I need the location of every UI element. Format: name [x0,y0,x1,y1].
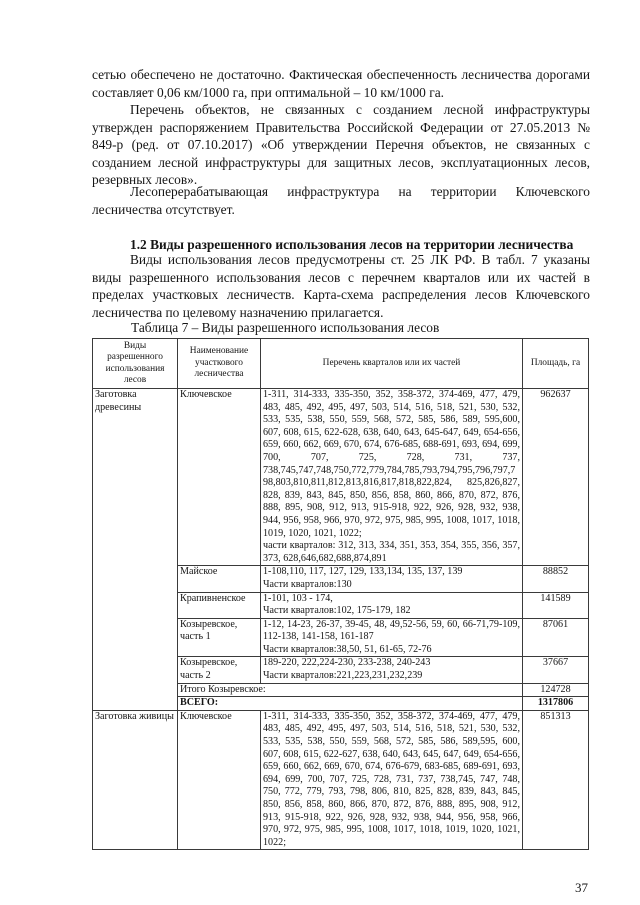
total-label: ВСЕГО: [178,697,523,711]
cell-forestry: Ключевское [178,389,261,566]
table-row [93,389,589,566]
cell-quarters [261,566,523,592]
header-area: Площадь, га [523,339,589,389]
page-number: 37 [575,880,588,895]
quarters-list: 1-101, 103 - 174, [263,592,333,604]
forest-use-table [92,338,589,850]
paragraph-processing-infrastructure: Лесоперерабатывающая инфраструктура на территории Ключевского лесничества отсутствует. [92,184,590,217]
paragraph-objects-list: Перечень объектов, не связанных с созданием лесной инфраструктуры утвержден распоряжением Правительства Российской Федерации от 27.05.2013 № 849-р (ред. от 07.10.2017) «Об утверждении Перечня объектов, не связанных с созданием лесной инфраструктуры для защитных лесов, эксплуатационных лесов, резервных лесов». [92,102,590,188]
cell-area: 87061 [523,618,589,657]
cell-forestry: Крапивненское [178,592,261,618]
quarters-parts: части кварталов: 312, 313, 334, 351, 353, 354, 355, 356, 357, 373, 628,646,682,688,874,891 [263,540,520,564]
header-forestry: Наименование участкового лесничества [178,339,261,389]
cell-quarters [261,618,523,657]
cell-area: 88852 [523,566,589,592]
quarters-parts: Части кварталов:102, 175-179, 182 [263,605,411,617]
cell-area: 141589 [523,592,589,618]
cell-use-type: Заготовка древесины [93,389,178,711]
cell-quarters [261,389,523,566]
subtotal-area: 124728 [523,683,589,697]
table-caption: Таблица 7 – Виды разрешенного использования лесов [131,320,440,335]
header-use-type: Виды разрешенного использования лесов [93,339,178,389]
header-quarters: Перечень кварталов или их частей [261,339,523,389]
section-heading: 1.2 Виды разрешенного использования лесов на территории лесничества [130,237,574,252]
quarters-list: 1-311, 314-333, 335-350, 352, 358-372, 374-469, 477, 479, 483, 485, 492, 495, 497, 503, 514, 516, 518, 521, 530, 532, 533, 535, 538, 550, 559, 568, 572, 585, 586, 589, 595,600, 607, 608, 615, 622-628, 638, 640, 643, 645-647, 649, 654-656, 659, 660, 662, 669, 670, 674, 676-685, 688-691, 693, 694, 699, 700, 707, 725, 728, 731, 737, 738,745,747,748,750,772,779,784,785,793,794,795,796,797,798,803,810,811,812,813,816,817,818,822,824, 825,826,827, 828, 839, 843, 845, 850, 856, 858, 860, 866, 870, 872, 876, 888, 895, 908, 912, 913, 915-918, 922, 926, 928, 932, 938, 944, 956, 958, 966, 970, 972, 975, 985, 995, 1008, 1017, 1018, 1019, 1020, 1021, 1022; [263,389,520,539]
cell-quarters: 1-311, 314-333, 335-350, 352, 358-372, 374-469, 477, 479, 483, 485, 492, 495, 497, 503, 514, 516, 518, 521, 530, 532, 533, 535, 538, 550, 559, 568, 572, 585, 586, 589,595, 600, 607, 608, 615, 622-627, 638, 640, 643, 645, 647, 649, 654-656, 659, 660, 662, 669, 670, 674, 676-679, 683-685, 689-691, 693, 694, 699, 700, 707, 725, 728, 731, 737, 738,745, 747, 748, 750, 772, 779, 793, 798, 806, 810, 825, 828, 839, 843, 845, 850, 856, 858, 860, 866, 870, 872, 876, 888, 895, 908, 912, 913, 915-918, 922, 926, 928, 932, 938, 944, 956, 958, 966, 970, 972, 975, 985, 995, 1008, 1017, 1018, 1019, 1020, 1021, 1022; [261,710,523,850]
subtotal-label: Итого Козыревское: [178,683,523,697]
table-header-row [93,339,589,389]
cell-use-type: Заготовка живицы [93,710,178,850]
cell-forestry: Козыревское, часть 1 [178,618,261,657]
section-intro-paragraph: Виды использования лесов предусмотрены ст. 25 ЛК РФ. В табл. 7 указаны виды разрешенного использования лесов с перечнем кварталов или их частей в пределах участковых лесничеств. Карта-схема распределения лесов Ключевского лесничества по целевому назначению прилагается. [92,252,590,320]
total-area: 1317806 [523,697,589,711]
cell-area: 962637 [523,389,589,566]
cell-area: 851313 [523,710,589,850]
quarters-parts: Части кварталов:38,50, 51, 61-65, 72-76 [263,643,432,655]
cell-forestry: Ключевское [178,710,261,850]
cell-forestry: Майское [178,566,261,592]
cell-forestry: Козыревское, часть 2 [178,657,261,683]
quarters-list: 1-12, 14-23, 26-37, 39-45, 48, 49,52-56, 59, 60, 66-71,79-109, 112-138, 141-158, 161-187 [263,618,520,643]
cell-quarters [261,592,523,618]
quarters-parts: Части кварталов:221,223,231,232,239 [263,670,423,682]
table-row [93,710,589,850]
quarters-list: 189-220, 222,224-230, 233-238, 240-243 [263,657,431,669]
quarters-list: 1-108,110, 117, 127, 129, 133,134, 135, 137, 139 [263,566,463,578]
cell-quarters [261,657,523,683]
paragraph-road-density: сетью обеспечено не достаточно. Фактическая обеспеченность лесничества дорогами составляет 0,06 км/1000 га, при оптимальной – 10 км/1000 га. [92,67,590,100]
quarters-parts: Части кварталов:130 [263,578,352,590]
cell-area: 37667 [523,657,589,683]
